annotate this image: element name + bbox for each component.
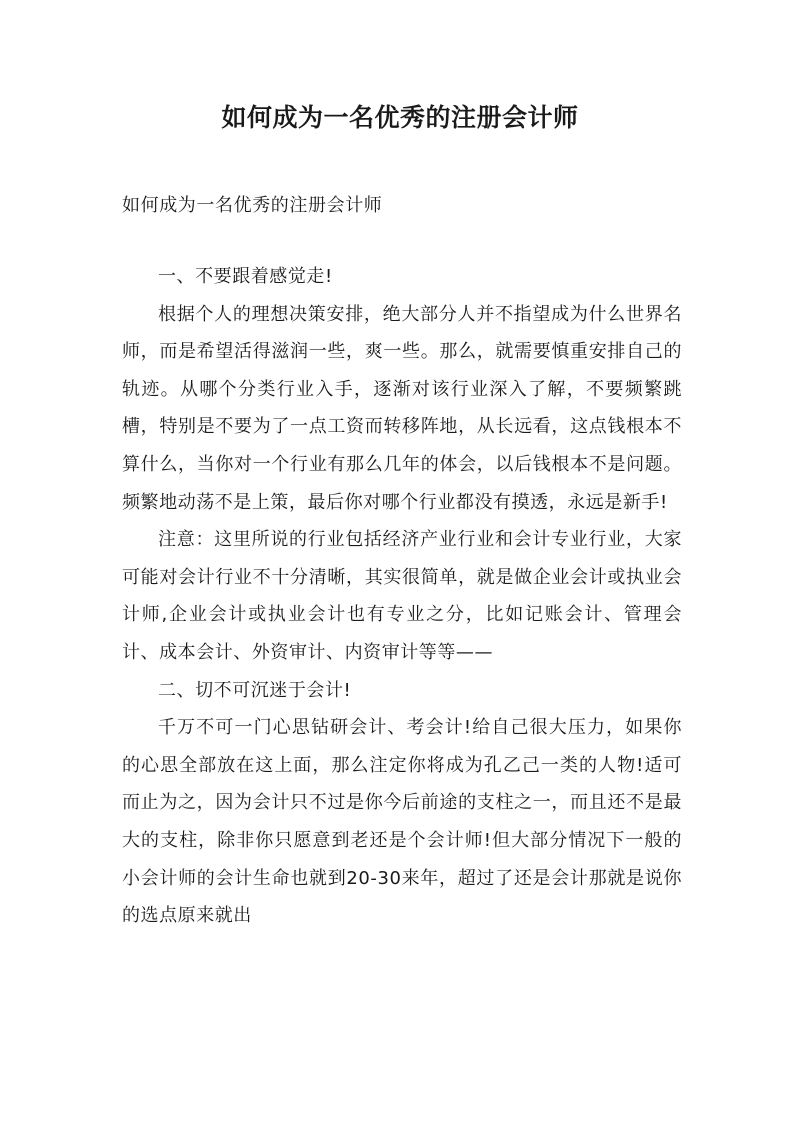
- body-paragraph: 注意：这里所说的行业包括经济产业行业和会计专业行业，大家可能对会计行业不十分清晰，其实很简单，就是做企业会计或执业会计师,企业会计或执业会计也有专业之分，比如记账会计、管理会计、成本会计、外资审计、内资审计等等——: [122, 529, 682, 663]
- document-subtitle: 如何成为一名优秀的注册会计师: [122, 195, 383, 216]
- document-body: [122, 258, 682, 935]
- document-title: 如何成为一名优秀的注册会计师: [221, 103, 579, 132]
- body-paragraph: 根据个人的理想决策安排，绝大部分人并不指望成为什么世界名师，而是希望活得滋润一些，爽一些。那么，就需要慎重安排自己的轨迹。从哪个分类行业入手，逐渐对该行业深入了解，不要频繁跳槽，特别是不要为了一点工资而转移阵地，从长远看，这点钱根本不算什么，当你对一个行业有那么几年的体会，以后钱根本不是问题。频繁地动荡不是上策，最后你对哪个行业都没有摸透，永远是新手!: [122, 303, 682, 513]
- section-heading-2: 二、切不可沉迷于会计!: [158, 679, 352, 701]
- section-heading-1: 一、不要跟着感觉走!: [158, 266, 333, 287]
- body-paragraph: 千万不可一门心思钻研会计、考会计!给自己很大压力，如果你的心思全部放在这上面，那么注定你将成为孔乙己一类的人物!适可而止为之，因为会计只不过是你今后前途的支柱之一，而且还不是最大的支柱，除非你只愿意到老还是个会计师!但大部分情况下一般的小会计师的会计生命也就到20-30来年，超过了还是会计那就是说你的选点原来就出: [122, 717, 682, 927]
